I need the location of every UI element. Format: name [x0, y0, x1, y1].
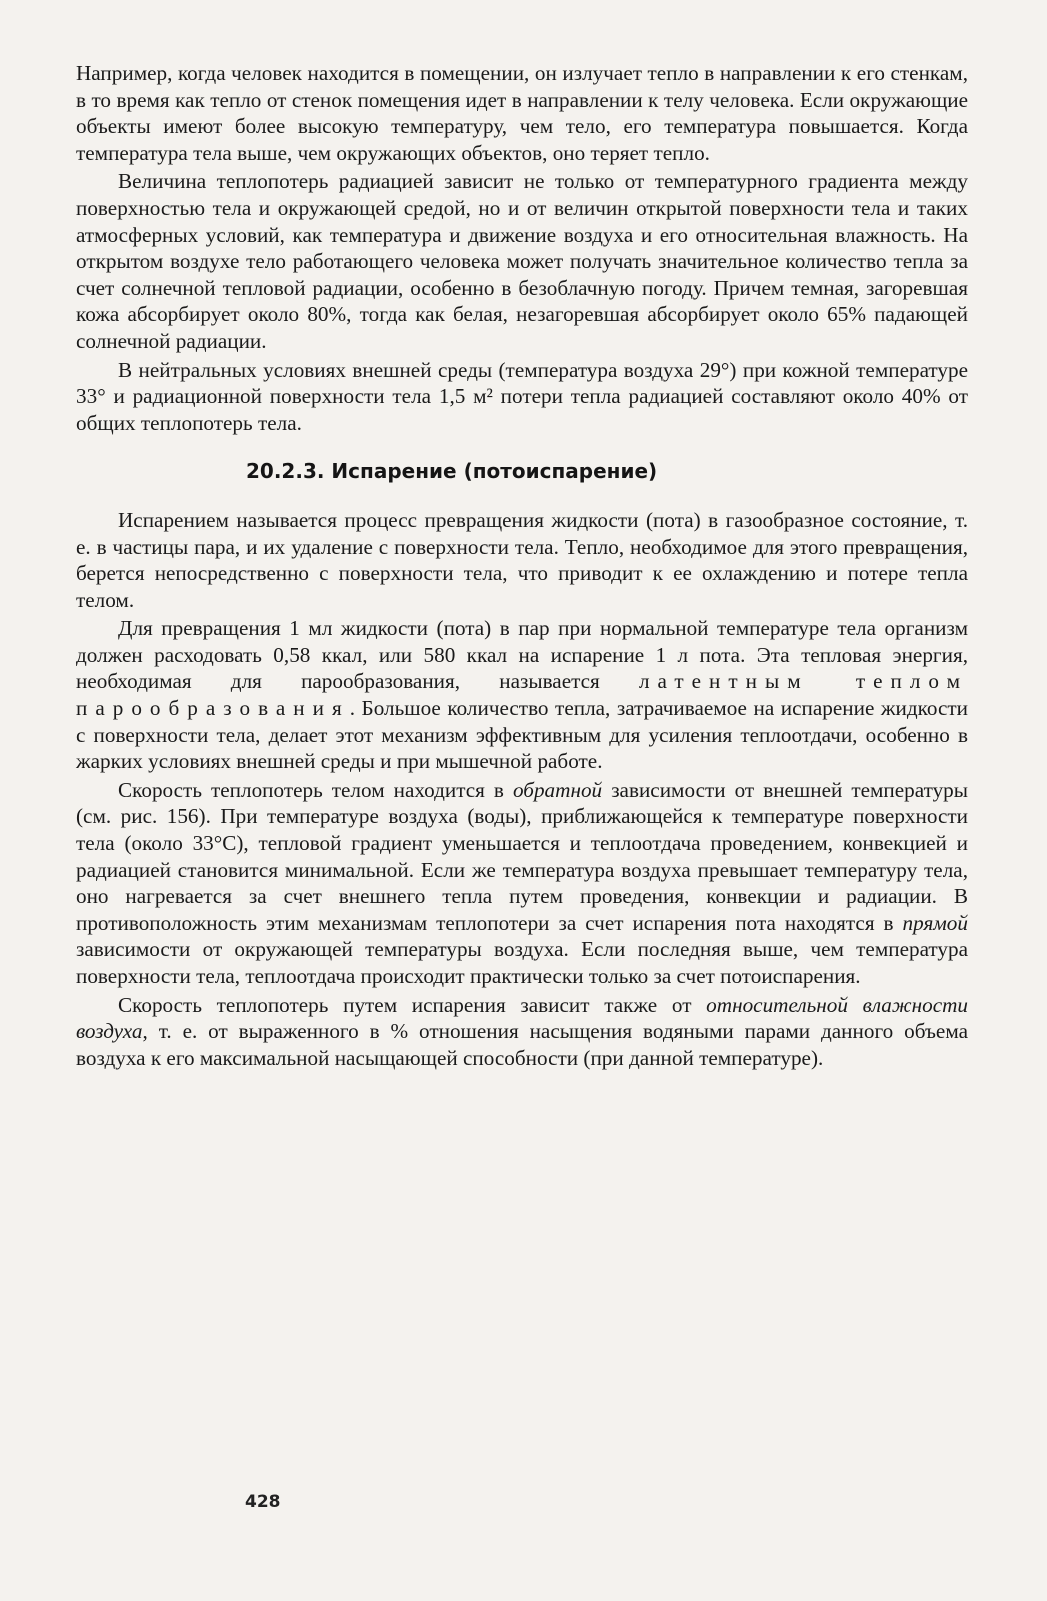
paragraph-1: Например, когда человек находится в помещении, он излучает тепло в направлении к его стенкам, в то время как тепло от стенок помещения идет в направлении к телу человека. Если окружающие объекты имеют более высокую температуру, чем тело, его температура повышается. Когда температура тела выше, чем окружающих объектов, оно теряет тепло.: [76, 61, 968, 165]
term-latent-heat: латентным теплом парообразования: [76, 669, 968, 721]
paragraph-7: [76, 992, 968, 1072]
paragraph-6: [76, 777, 968, 990]
paragraph-3: В нейтральных условиях внешней среды (температура воздуха 29°) при кожной температуре 33° и радиационной поверхности тела 1,5 м² потери тепла радиацией составляют около 40% от общих теплопотерь тела.: [76, 357, 968, 435]
paragraph-5-text-b: . Большое количество тепла, затрачиваемое на испарение жидкости с поверхности тела, делает этот механизм эффективным для усиления теплоотдачи, особенно в жарких условиях внешней среды и при мышечной работе.: [76, 696, 968, 774]
emphasis-direct: прямой: [902, 910, 968, 935]
page-body: [76, 60, 968, 1071]
paragraph-4: Испарением называется процесс превращения жидкости (пота) в газообразное состояние, т. е. в частицы пара, и их удаление с поверхности тела. Тепло, необходимое для этого превращения, берется непосредственно с поверхности тела, что приводит к ее охлаждению и потере тепла телом.: [76, 507, 968, 612]
paragraph-2: Величина теплопотерь радиацией зависит не только от температурного градиента между поверхностью тела и окружающей средой, но и от величин открытой поверхности тела и таких атмосферных условий, как температура и движение воздуха и его относительная влажность. На открытом воздухе тело работающего человека может получать значительное количество тепла за счет солнечной тепловой радиации, особенно в безоблачную погоду. Причем темная, загоревшая кожа абсорбирует около 80%, тогда как белая, незагоревшая абсорбирует около 65% падающей солнечной радиации.: [76, 169, 968, 353]
paragraph-6-text-a: Скорость теплопотерь телом находится в: [118, 777, 504, 802]
paragraph-7-text-a: Скорость теплопотерь путем испарения зависит также от: [118, 992, 692, 1017]
emphasis-relative-humidity: относительной влажности воздуха: [76, 992, 969, 1044]
section-heading: 20.2.3. Испарение (потоиспарение): [246, 459, 658, 484]
paragraph-6-text-b: зависимости от внешней температуры (см. рис. 156). При температуре воздуха (воды), приближающейся к температуре поверхности тела (около 33°С), тепловой градиент уменьшается и теплоотдача проведением, конвекцией и радиацией становится минимальной. Если же температура воздуха превышает температуру тела, оно нагревается за счет внешнего тепла путем проведения, конвекции и радиации. В противоположность этим механизмам теплопотери за счет испарения пота находятся в: [76, 777, 969, 935]
paragraph-6-text-c: зависимости от окружающей температуры воздуха. Если последняя выше, чем температура поверхности тела, теплоотдача происходит практически только за счет потоиспарения.: [76, 937, 968, 988]
emphasis-inverse: обратной: [512, 777, 603, 802]
paragraph-5-text-a: Для превращения 1 мл жидкости (пота) в пар при нормальной температуре тела организм должен расходовать 0,58 ккал, или 580 ккал на испарение 1 л пота. Эта тепловая энергия, необходимая для парообразования, называется: [76, 616, 968, 694]
paragraph-7-text-b: , т. е. от выраженного в % отношения насыщения водяными парами данного объема воздуха к его максимальной насыщающей способности (при данной температуре).: [76, 1019, 968, 1070]
page-number: 428: [245, 1492, 281, 1512]
paragraph-5: [76, 615, 968, 775]
